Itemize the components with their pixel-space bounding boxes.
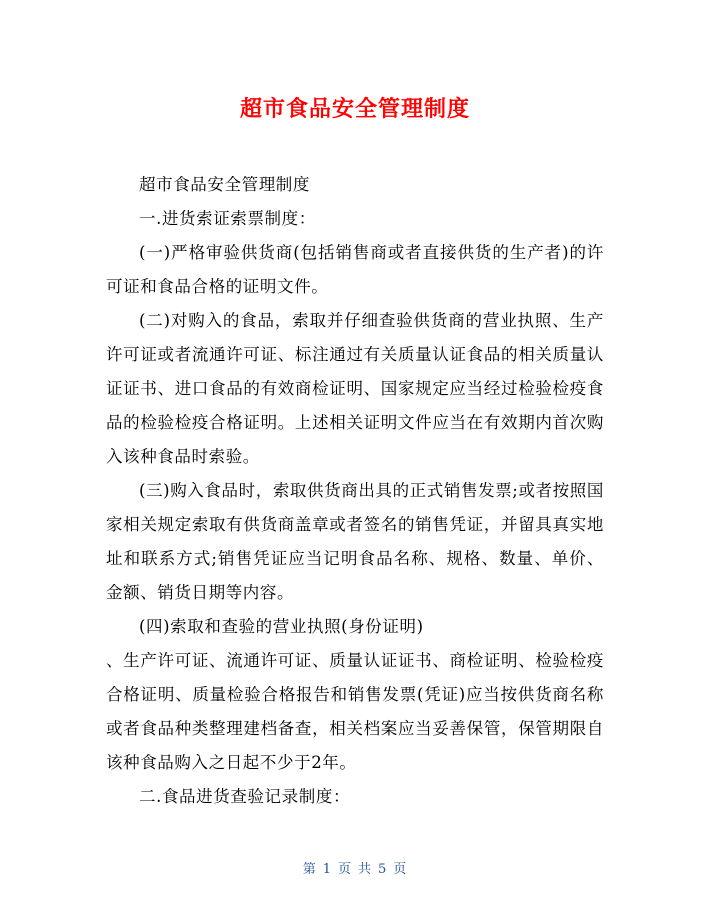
paragraph: 二.食品进货查验记录制度： — [139, 787, 351, 806]
paragraph: 、生产许可证、流通许可证、质量认证证书、商检证明、检验检疫合格证明、质量检验合格报告和销售发票(凭证)应当按供货商名称或者食品种类整理建档备查，相关档案应当妥善保管，保管期限自该种食品购入之日起不少于2年。 — [106, 651, 604, 772]
document-body — [106, 168, 604, 814]
footer-total-pages: 5 — [378, 862, 388, 877]
footer-page-number: 1 — [322, 862, 332, 877]
footer-total-suffix: 页 — [393, 862, 408, 877]
footer-page-prefix: 第 — [302, 862, 317, 877]
paragraph: (二)对购入的食品，索取并仔细查验供货商的营业执照、生产许可证或者流通许可证、标注通过有关质量认证食品的相关质量认证证书、进口食品的有效商检证明、国家规定应当经过检验检疫食品的检验检疫合格证明。上述相关证明文件应当在有效期内首次购入该种食品时索验。 — [106, 311, 604, 466]
document-title: 超市食品安全管理制度 — [239, 97, 470, 122]
paragraph: (一)严格审验供货商(包括销售商或者直接供货的生产者)的许可证和食品合格的证明文件。 — [106, 243, 604, 296]
paragraph: 一.进货索证索票制度： — [139, 209, 316, 228]
footer-page-mid: 页 — [337, 862, 352, 877]
paragraph: (四)索取和查验的营业执照(身份证明) — [139, 617, 424, 636]
footer-total-prefix: 共 — [358, 862, 373, 877]
page-footer — [0, 858, 710, 877]
paragraph: (三)购入食品时，索取供货商出具的正式销售发票;或者按照国家相关规定索取有供货商盖章或者签名的销售凭证，并留具真实地址和联系方式;销售凭证应当记明食品名称、规格、数量、单价、金额、销货日期等内容。 — [106, 481, 604, 602]
paragraph: 超市食品安全管理制度 — [139, 175, 310, 194]
